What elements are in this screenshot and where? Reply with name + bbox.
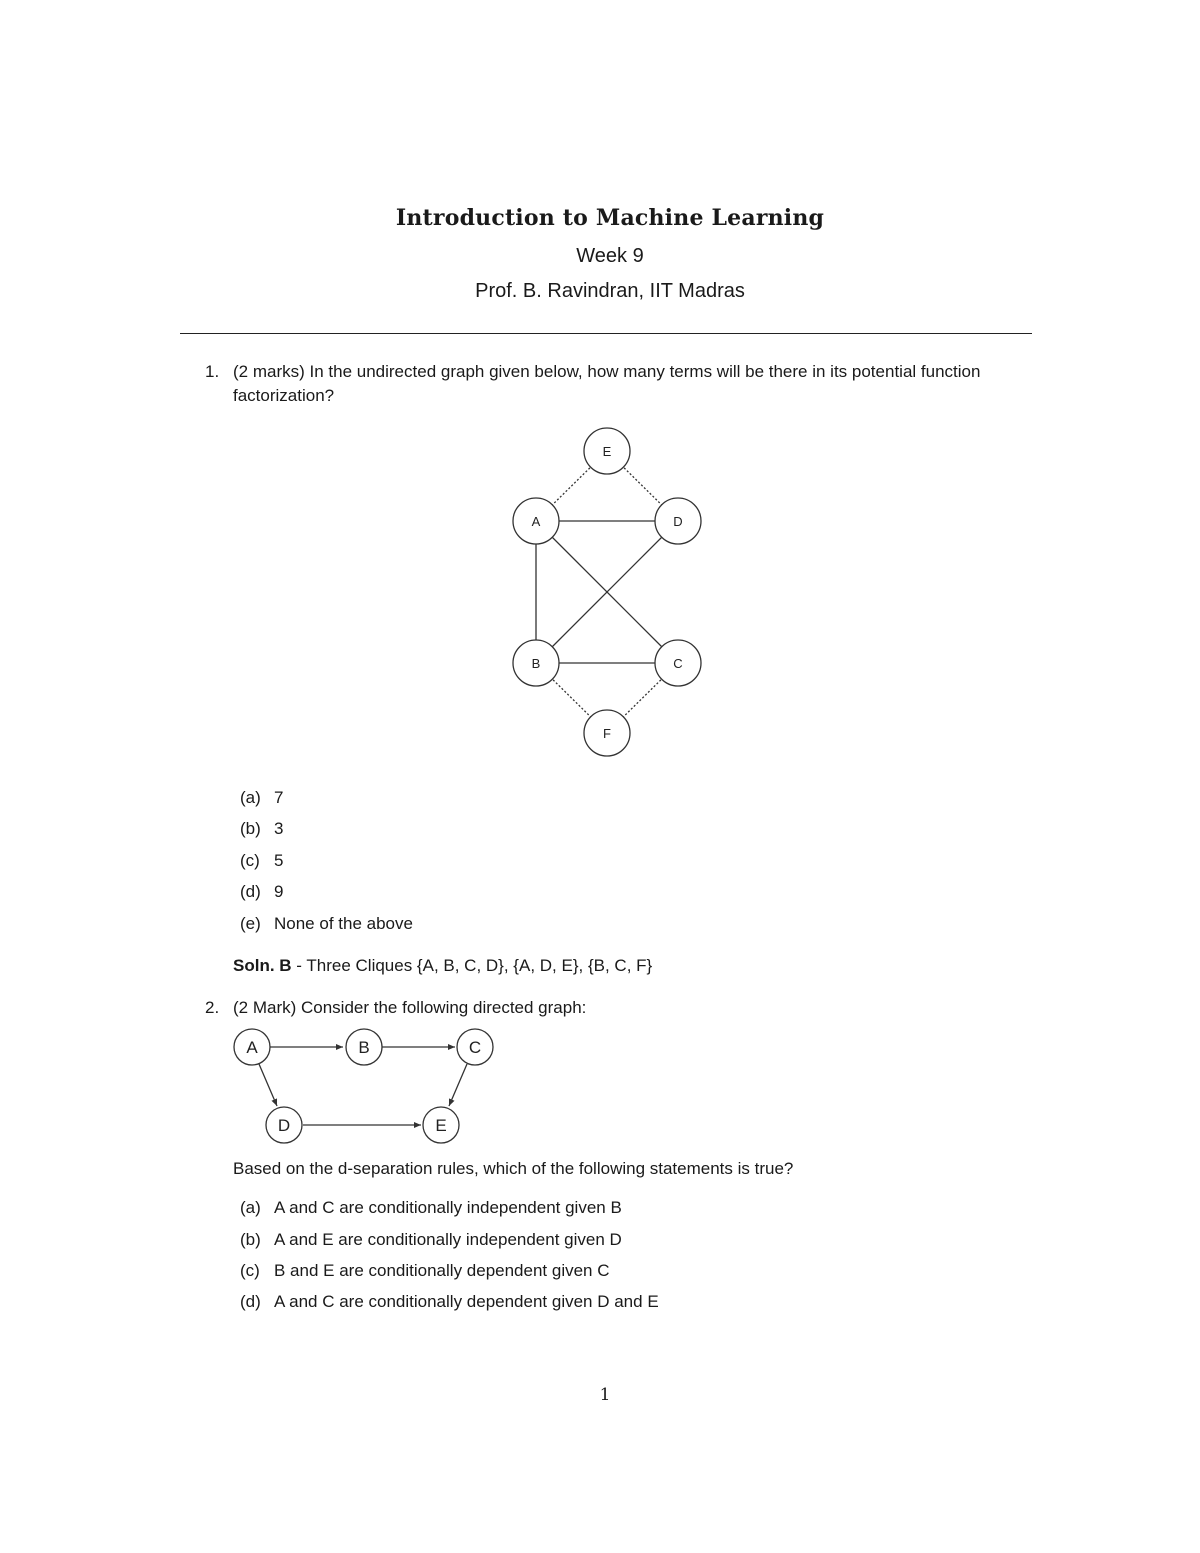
- edge-a-d: [259, 1064, 277, 1106]
- solution-answer: B: [279, 956, 292, 975]
- option-c: (c) 5: [240, 851, 284, 870]
- solution-prefix: Soln.: [233, 956, 275, 975]
- node-label: E: [435, 1116, 447, 1135]
- question-2: [205, 996, 1035, 1020]
- document-week: Week 9: [576, 245, 644, 267]
- question-text: (2 Mark) Consider the following directed graph:: [233, 998, 587, 1017]
- node-label: B: [531, 656, 541, 671]
- node-label: D: [277, 1116, 291, 1135]
- edge-c-e: [449, 1064, 467, 1106]
- node-label: F: [603, 726, 611, 741]
- node-label: C: [673, 656, 683, 671]
- node-label: D: [673, 514, 683, 529]
- option-a: (a) A and C are conditionally independent given B: [240, 1198, 622, 1217]
- node-label: E: [602, 444, 612, 459]
- question-number: 1.: [205, 362, 220, 381]
- document-title: Introduction to Machine Learning: [395, 205, 825, 231]
- node-label: C: [468, 1038, 482, 1057]
- option-d: (d) A and C are conditionally dependent given D and E: [240, 1292, 659, 1311]
- node-label: A: [531, 514, 541, 529]
- option-b: (b) 3: [240, 819, 284, 838]
- question-1: [205, 360, 1035, 408]
- option-a: (a) 7: [240, 788, 284, 807]
- directed-graph: [225, 1020, 505, 1150]
- document-author: Prof. B. Ravindran, IIT Madras: [475, 280, 745, 302]
- header-divider: [180, 333, 1032, 334]
- document-header: [180, 205, 1040, 303]
- question-text: (2 marks) In the undirected graph given below, how many terms will be there in its potential function factorization?: [233, 362, 981, 405]
- option-d: (d) 9: [240, 882, 284, 901]
- page-number: 1: [599, 1385, 611, 1405]
- option-c: (c) B and E are conditionally dependent given C: [240, 1261, 610, 1280]
- question-number: 2.: [205, 998, 220, 1017]
- node-label: B: [358, 1038, 370, 1057]
- solution-text: - Three Cliques {A, B, C, D}, {A, D, E}, {B, C, F}: [291, 956, 653, 975]
- undirected-graph: [500, 420, 720, 765]
- question-2-prompt: Based on the d-separation rules, which of the following statements is true?: [233, 1159, 794, 1178]
- option-b: (b) A and E are conditionally independent given D: [240, 1230, 622, 1249]
- option-e: (e) None of the above: [240, 914, 413, 933]
- node-label: A: [246, 1038, 258, 1057]
- solution: [233, 956, 652, 976]
